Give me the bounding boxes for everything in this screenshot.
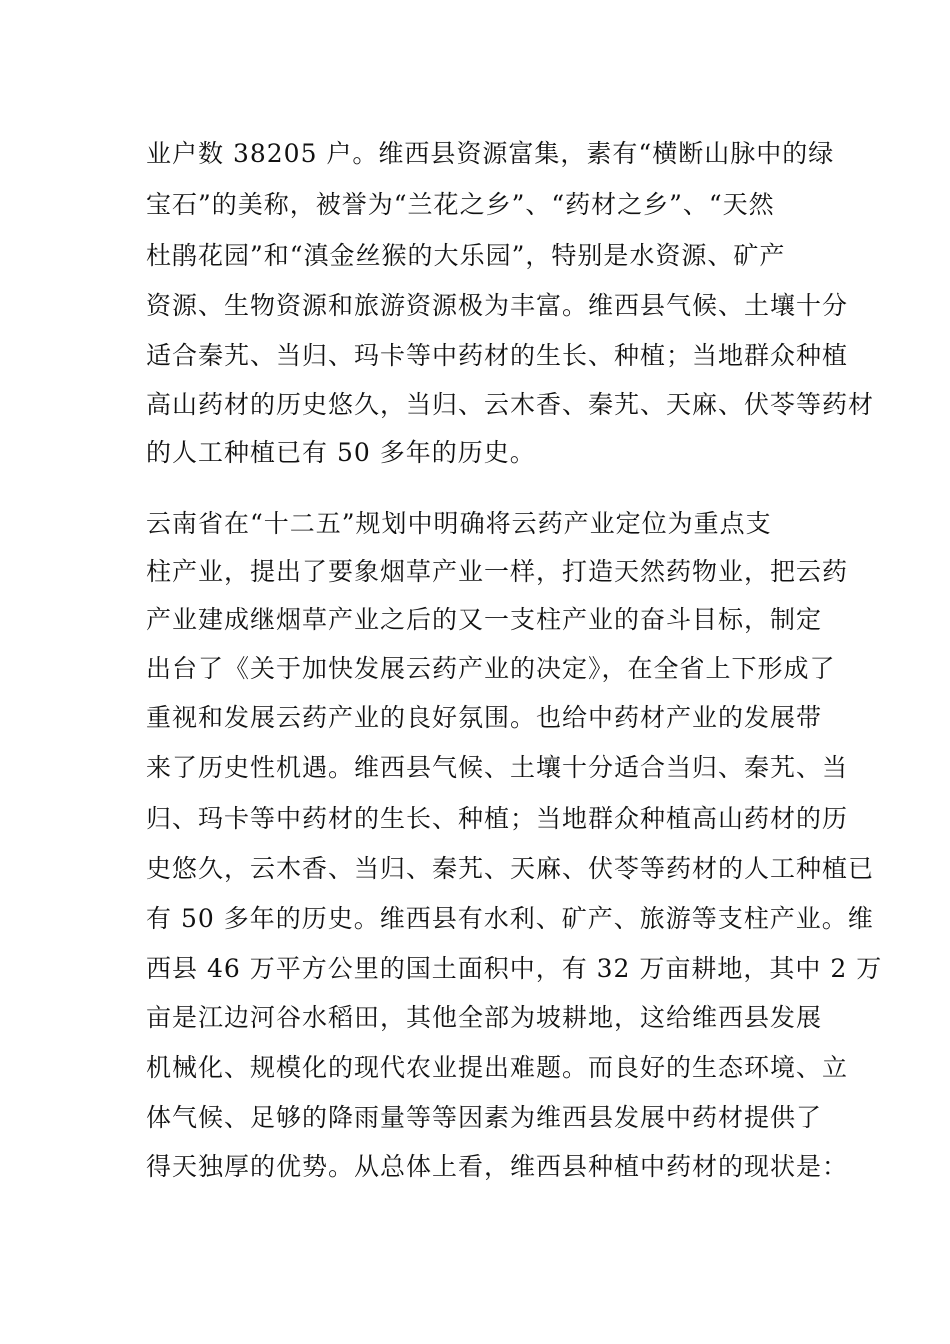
- text-line: 的人工种植已有 50 多年的历史。: [146, 438, 536, 467]
- text-line: 杜鹃花园”和“滇金丝猴的大乐园”，特别是水资源、矿产: [146, 241, 786, 270]
- text-line: 柱产业，提出了要象烟草产业一样，打造天然药物业，把云药: [146, 557, 849, 586]
- text-line: 宝石”的美称，被誉为“兰花之乡”、“药材之乡”、“天然: [146, 190, 775, 219]
- text-line: 史悠久，云木香、当归、秦艽、天麻、伏苓等药材的人工种植已: [146, 854, 875, 883]
- text-line: 有 50 多年的历史。维西县有水利、矿产、旅游等支柱产业。维: [146, 904, 874, 933]
- text-line: 机械化、规模化的现代农业提出难题。而良好的生态环境、立: [146, 1053, 849, 1082]
- text-line: 云南省在“十二五”规划中明确将云药产业定位为重点支: [146, 509, 772, 538]
- text-line: 归、玛卡等中药材的生长、种植；当地群众种植高山药材的历: [146, 804, 849, 833]
- text-line: 来了历史性机遇。维西县气候、土壤十分适合当归、秦艽、当: [146, 753, 849, 782]
- text-line: 高山药材的历史悠久，当归、云木香、秦艽、天麻、伏苓等药材: [146, 390, 875, 419]
- text-line: 重视和发展云药产业的良好氛围。也给中药材产业的发展带: [146, 703, 823, 732]
- text-line: 出台了《关于加快发展云药产业的决定》，在全省上下形成了: [146, 654, 836, 683]
- text-line: 产业建成继烟草产业之后的又一支柱产业的奋斗目标，制定: [146, 605, 823, 634]
- text-line: 亩是江边河谷水稻田，其他全部为坡耕地，这给维西县发展: [146, 1003, 823, 1032]
- text-line: 业户数 38205 户。维西县资源富集，素有“横断山脉中的绿: [146, 139, 835, 168]
- text-line: 适合秦艽、当归、玛卡等中药材的生长、种植；当地群众种植: [146, 341, 849, 370]
- text-line: 得天独厚的优势。从总体上看，维西县种植中药材的现状是：: [146, 1152, 849, 1181]
- text-line: 西县 46 万平方公里的国土面积中，有 32 万亩耕地，其中 2 万: [146, 954, 883, 983]
- text-line: 资源、生物资源和旅游资源极为丰富。维西县气候、土壤十分: [146, 291, 849, 320]
- text-line: 体气候、足够的降雨量等等因素为维西县发展中药材提供了: [146, 1103, 823, 1132]
